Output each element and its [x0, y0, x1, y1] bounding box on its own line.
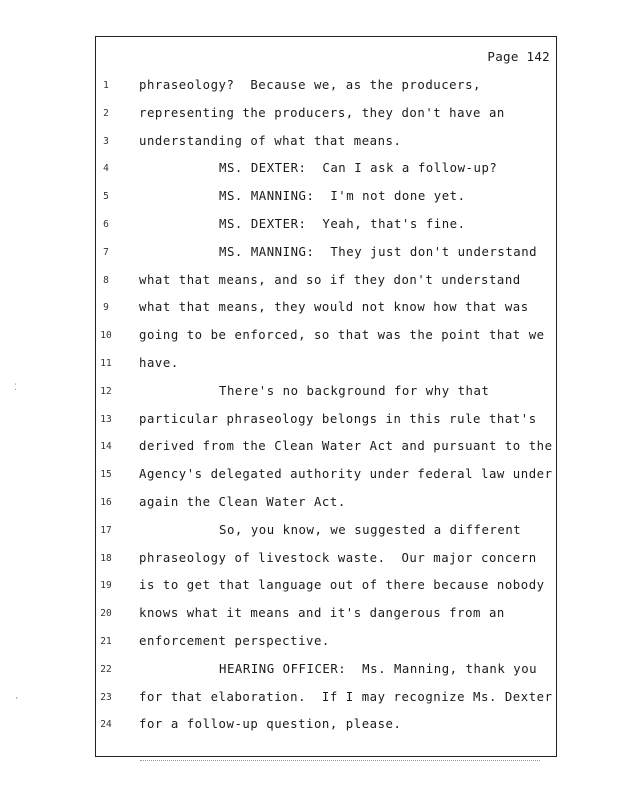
- margin-mark: ⁚: [14, 383, 17, 393]
- margin-mark: ·: [14, 694, 20, 704]
- line-number: 22: [100, 663, 112, 675]
- transcript-line: for that elaboration. If I may recognize Ms. Dexter: [139, 689, 553, 704]
- line-number: 16: [100, 497, 112, 508]
- line-number: 24: [100, 719, 112, 731]
- transcript-line: phraseology? Because we, as the producers,: [139, 78, 481, 92]
- line-number: 21: [100, 636, 112, 647]
- transcript-line: MS. MANNING: They just don't understand: [219, 244, 538, 259]
- transcript-line: There's no background for why that: [219, 383, 490, 398]
- line-number: 2: [103, 107, 109, 119]
- line-number: 1: [103, 80, 109, 91]
- line-number: 11: [100, 358, 112, 369]
- transcript-line: Agency's delegated authority under federal law under: [139, 467, 553, 482]
- transcript-line: for a follow-up question, please.: [139, 717, 402, 732]
- line-number: 3: [103, 135, 109, 147]
- line-number: 8: [103, 274, 109, 286]
- transcript-line: have.: [139, 356, 179, 370]
- line-number: 14: [100, 441, 112, 453]
- transcript-line: again the Clean Water Act.: [139, 495, 346, 509]
- transcript-line: HEARING OFFICER: Ms. Manning, thank you: [219, 661, 538, 676]
- transcript-line: MS. DEXTER: Yeah, that's fine.: [219, 217, 466, 231]
- transcript-line: what that means, and so if they don't understand: [139, 272, 521, 287]
- transcript-line: MS. MANNING: I'm not done yet.: [219, 189, 466, 204]
- line-number: 9: [103, 302, 109, 314]
- line-number: 4: [103, 163, 109, 175]
- transcript-line: going to be enforced, so that was the point that we: [139, 328, 545, 343]
- transcript-page: [95, 36, 557, 757]
- page-number: Page 142: [487, 49, 550, 64]
- transcript-line: representing the producers, they don't have an: [139, 105, 505, 120]
- transcript-line: enforcement perspective.: [139, 634, 330, 648]
- line-number: 20: [100, 608, 112, 620]
- transcript-line: phraseology of livestock waste. Our major concern: [139, 550, 537, 565]
- transcript-line: knows what it means and it's dangerous from an: [139, 606, 505, 621]
- line-number: 5: [103, 191, 109, 203]
- transcript-line: So, you know, we suggested a different: [219, 522, 522, 537]
- transcript-line: derived from the Clean Water Act and pursuant to the: [139, 439, 553, 454]
- line-number: 7: [103, 246, 109, 258]
- line-number: 19: [100, 580, 112, 592]
- line-number: 18: [100, 552, 112, 564]
- line-number: 12: [100, 385, 112, 397]
- line-number: 6: [103, 219, 109, 230]
- transcript-line: what that means, they would not know how that was: [139, 300, 529, 315]
- line-number: 17: [100, 524, 112, 536]
- line-number: 15: [100, 469, 112, 481]
- transcript-line: MS. DEXTER: Can I ask a follow-up?: [219, 161, 498, 176]
- line-number: 23: [100, 691, 112, 703]
- line-number: 13: [100, 413, 112, 425]
- transcript-line: understanding of what that means.: [139, 133, 402, 148]
- transcript-line: particular phraseology belongs in this rule that's: [139, 411, 537, 426]
- line-number: 10: [100, 330, 112, 342]
- transcript-line: is to get that language out of there because nobody: [139, 578, 545, 593]
- scan-artifact: [140, 760, 540, 762]
